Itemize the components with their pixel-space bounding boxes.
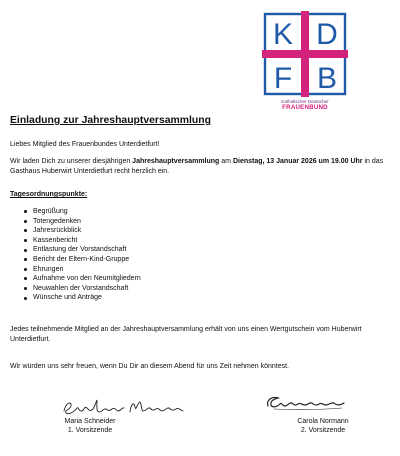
agenda-item: Neuwahlen der Vorstandschaft [33,284,141,294]
logo-letter-f: F [273,62,293,95]
letter-title: Einladung zur Jahreshauptversammlung [10,115,211,126]
kdfb-logo-mark [262,11,348,99]
invitation-paragraph [10,157,395,176]
agenda-item: Wünsche und Anträge [33,293,141,303]
logo-subtitle: Katholischer Deutscher [281,99,329,104]
logo-letter-b: B [316,62,338,95]
agenda-item: Aufnahme von den Neumitgliedern [33,275,141,283]
invite-text-middle: am [219,158,233,165]
invite-text-after: in das Gasthaus Huberwirt Unterdietfurt recht herzlich ein. [10,158,384,175]
invite-text-before: Wir laden Dich zu unserer diesjährigen [10,158,133,165]
invite-event: Jahreshauptversammlung [132,158,220,165]
agenda-list [0,207,141,303]
logo-wordmark: FRAUENBUND [282,104,328,111]
voucher-paragraph: Jedes teilnehmende Mitglied an der Jahreshauptversammlung erhält von uns einen Wertgutschein vom Huberwirt Unterdietfurt. [10,326,362,343]
agenda-item: Kassenbericht [33,236,141,246]
signatory-1 [40,417,140,436]
logo-letter-k: K [272,18,294,51]
agenda-heading: Tagesordnungspunkte: [10,191,88,198]
agenda-item: Begrüßung [33,207,141,217]
closing-paragraph: Wir würden uns sehr freuen, wenn Du Dir an diesem Abend für uns Zeit nehmen könntest. [10,363,289,370]
signatory-1-role: 1. Vorsitzende [67,427,113,435]
invite-date: Dienstag, 13 Januar 2026 um 19.00 Uhr [232,158,363,165]
signatory-2-name: Carola Normann [297,418,349,425]
kdfb-logo [262,11,348,111]
agenda-item: Bericht der Eltern-Kind-Gruppe [33,255,141,265]
signatory-2 [273,417,373,436]
signatory-2-role: 2. Vorsitzende [300,427,346,435]
greeting: Liebes Mitglied des Frauenbundes Unterdietfurt! [10,141,160,148]
agenda-item: Entlastung der Vorstandschaft [33,245,141,255]
signature-carola-normann [262,392,352,414]
agenda-item: Totengedenken [33,217,141,227]
logo-cross-horizontal [262,50,348,58]
logo-letter-d: D [316,18,338,51]
signature-maria-schneider [60,396,190,418]
signatory-1-name: Maria Schneider [64,418,116,425]
agenda-item: Jahresrückblick [33,226,141,236]
agenda-item: Ehrungen [33,265,141,275]
